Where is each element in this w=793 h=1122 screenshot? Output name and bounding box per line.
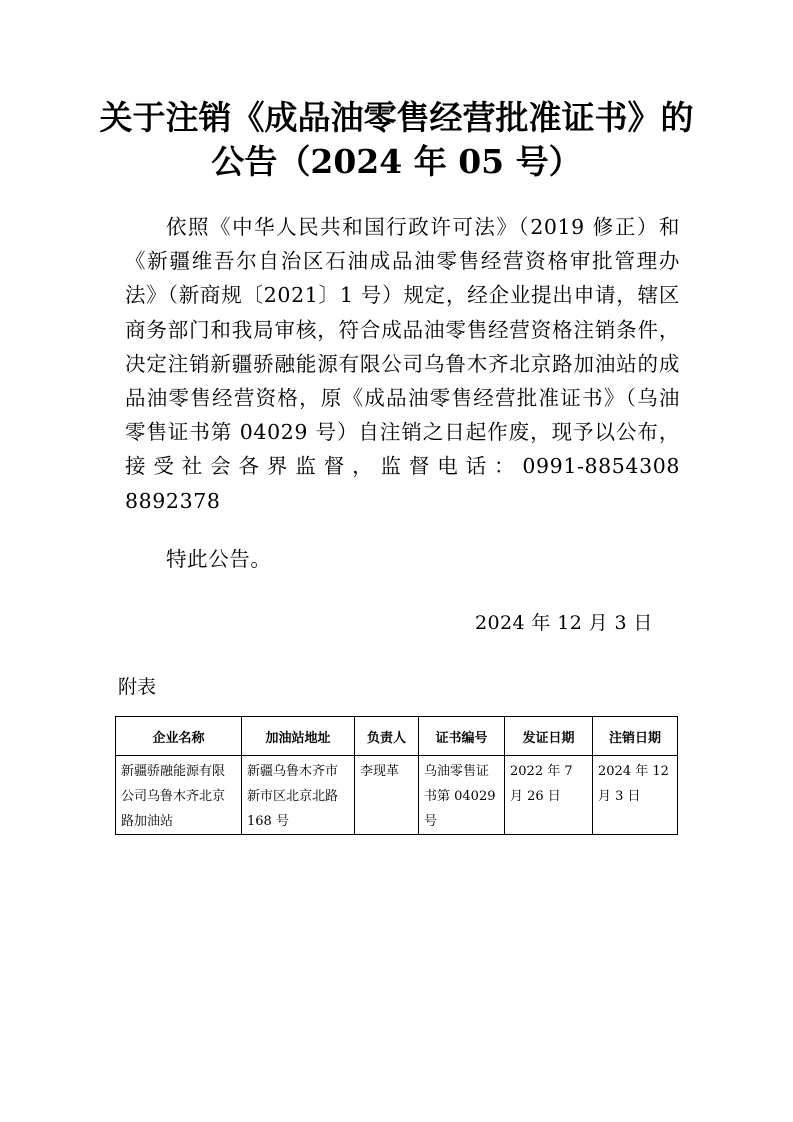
announcement-date: 2024 年 12 月 3 日 [475,612,653,634]
cell-certificate: 乌油零售证书第 04029 号 [419,756,505,835]
cell-person: 李现革 [355,756,419,835]
cell-address: 新疆乌鲁木齐市新市区北京北路 168 号 [242,756,355,835]
header-issue-date: 发证日期 [505,717,593,756]
document-title-line-2: 公告（2024 年 05 号） [211,142,582,181]
attachment-table [115,716,678,835]
announcement-paragraph: 依照《中华人民共和国行政许可法》（2019 修正）和《新疆维吾尔自治区石油成品油零售经营资格审批管理办法》（新商规〔2021〕1 号）规定，经企业提出申请，辖区商务部门和我局审核，符合成品油零售经营资格注销条件，决定注销新疆骄融能源有限公司乌鲁木齐北京路加油站的成品油零售经营资格，原《成品油零售经营批准证书》（乌油零售证书第 04029 号）自注销之日起作废，现予以公布，接受社会各界监督，监督电话：0991-8854308 8892378 [125,215,709,513]
header-address: 加油站地址 [242,717,355,756]
attachment-label: 附表 [118,676,157,698]
cell-company: 新疆骄融能源有限公司乌鲁木齐北京路加油站 [116,756,242,835]
header-company: 企业名称 [116,717,242,756]
header-person: 负责人 [355,717,419,756]
table-header-row [116,717,678,756]
header-cancel-date: 注销日期 [593,717,678,756]
cell-issue-date: 2022 年 7 月 26 日 [505,756,593,835]
header-certificate: 证书编号 [419,717,505,756]
table-row [116,756,678,835]
cell-cancel-date: 2024 年 12 月 3 日 [593,756,678,835]
document-title-line-1: 关于注销《成品油零售经营批准证书》的 [99,98,694,137]
closing-remark: 特此公告。 [166,547,272,571]
